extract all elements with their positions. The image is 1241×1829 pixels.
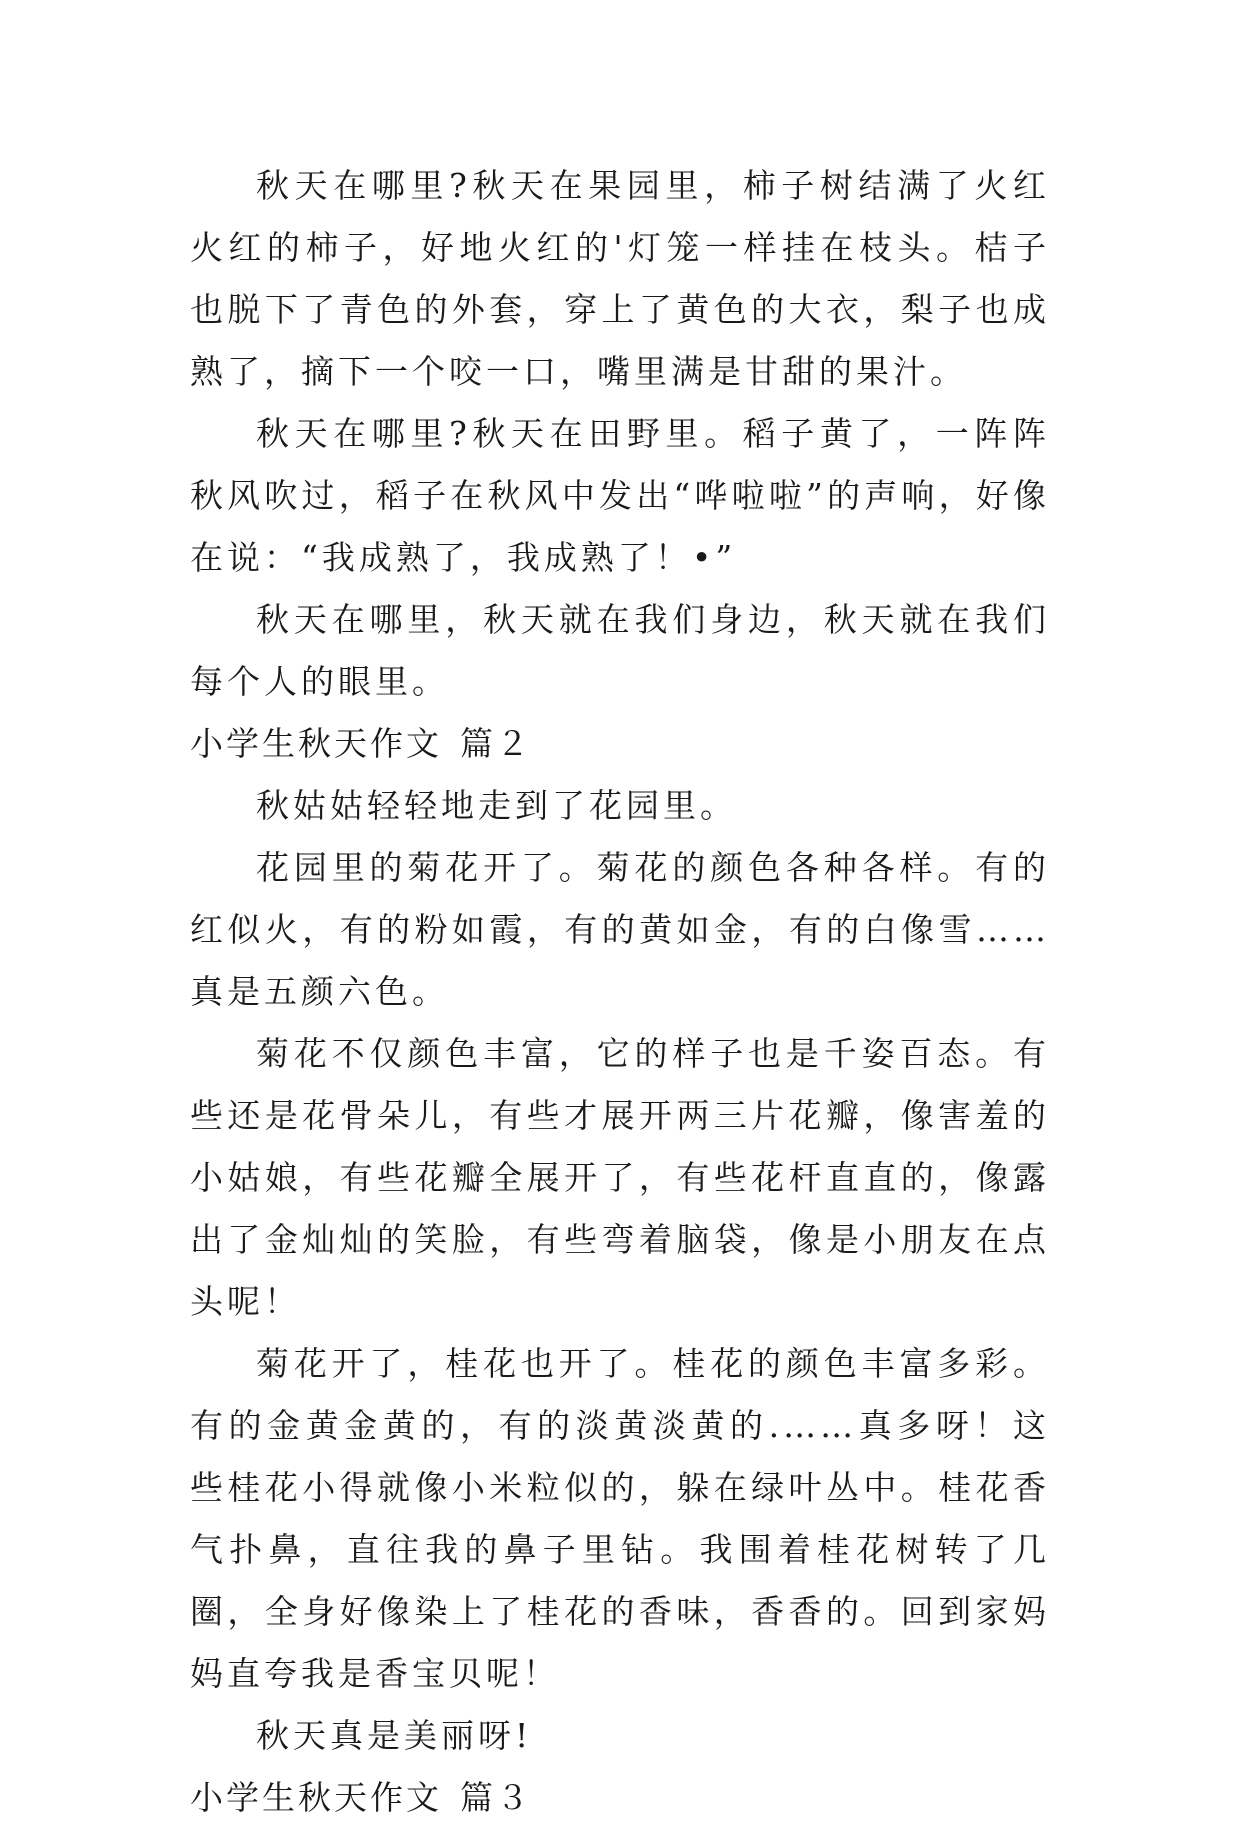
paragraph-orchard: 秋天在哪里?秋天在果园里，柿子树结满了火红火红的柿子，好地火红的'灯笼一样挂在枝头。桔子也脱下了青色的外套，穿上了黄色的大衣，梨子也成熟了，摘下一个咬一口，嘴里满是甘甜的果汁。 — [190, 166, 1050, 391]
section-heading-2-title: 小学生秋天作文 — [190, 724, 442, 763]
paragraph-around-us: 秋天在哪里，秋天就在我们身边，秋天就在我们每个人的眼里。 — [190, 600, 1050, 701]
section-heading-3-part: 篇３ — [460, 1778, 532, 1817]
section-heading-2 — [190, 713, 1050, 775]
paragraph-chrysanthemum-shapes: 菊花不仅颜色丰富，它的样子也是千姿百态。有些还是花骨朵儿，有些才展开两三片花瓣，像害羞的小姑娘，有些花瓣全展开了，有些花杆直直的，像露出了金灿灿的笑脸，有些弯着脑袋，像是小朋友在点头呢！ — [190, 1034, 1050, 1321]
document-body — [190, 155, 1050, 1829]
section-heading-3 — [190, 1767, 1050, 1829]
paragraph-autumn-beautiful: 秋天真是美丽呀! — [256, 1716, 533, 1755]
section-heading-3-title: 小学生秋天作文 — [190, 1778, 442, 1817]
paragraph-osmanthus: 菊花开了，桂花也开了。桂花的颜色丰富多彩。有的金黄金黄的，有的淡黄淡黄的.……真多呀！这些桂花小得就像小米粒似的，躲在绿叶丛中。桂花香气扑鼻，直往我的鼻子里钻。我围着桂花树转了几圈，全身好像染上了桂花的香味，香香的。回到家妈妈直夸我是香宝贝呢！ — [190, 1344, 1050, 1693]
paragraph-chrysanthemum-colors: 花园里的菊花开了。菊花的颜色各种各样。有的红似火，有的粉如霞，有的黄如金，有的白像雪……真是五颜六色。 — [190, 848, 1050, 1011]
section-heading-2-part: 篇２ — [460, 724, 532, 763]
paragraph-garden-intro: 秋姑姑轻轻地走到了花园里。 — [256, 786, 737, 825]
paragraph-fields: 秋天在哪里?秋天在田野里。稻子黄了，一阵阵秋风吹过，稻子在秋风中发出“哗啦啦”的声响，好像在说：“我成熟了，我成熟了！•” — [190, 414, 1050, 577]
